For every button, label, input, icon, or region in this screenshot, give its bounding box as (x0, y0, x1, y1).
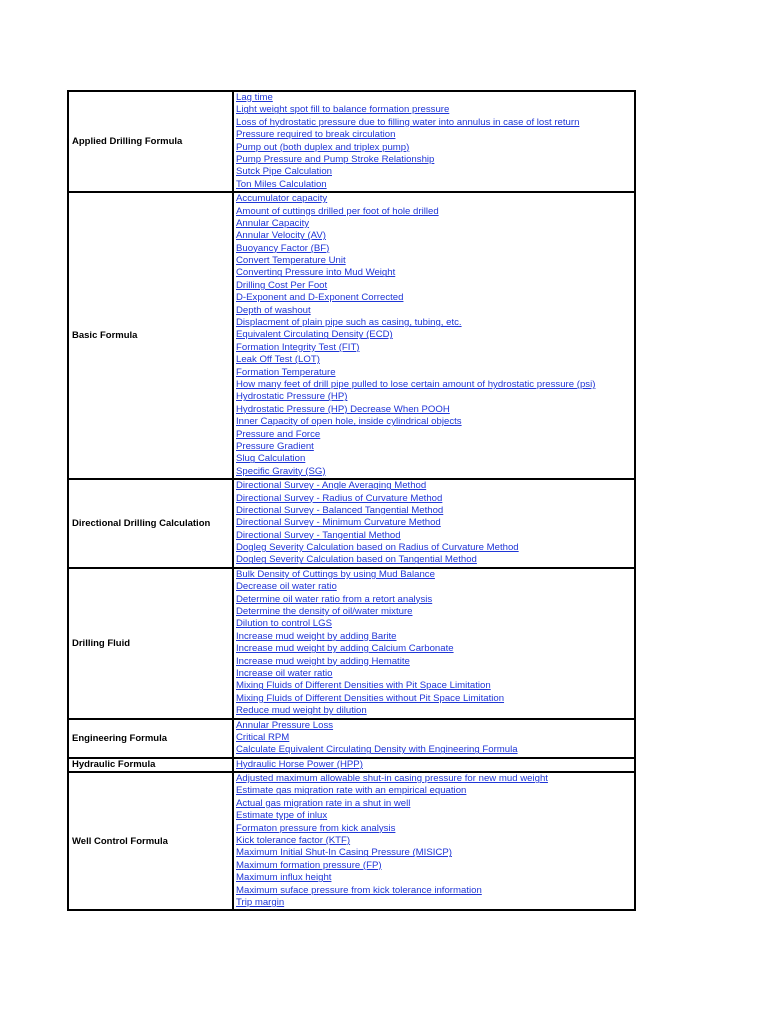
formula-link[interactable]: Estimate type of inlux (236, 810, 328, 822)
formula-link[interactable]: Directional Survey - Balanced Tangential Method (236, 504, 444, 516)
formula-link[interactable]: Formation Integrity Test (FIT) (236, 341, 360, 353)
formula-link[interactable]: Determine the density of oil/water mixture (236, 606, 413, 618)
link-list (233, 91, 635, 192)
formula-link[interactable]: Ton Miles Calculation (236, 178, 327, 190)
category-label: Hydraulic Formula (68, 758, 233, 772)
formula-link[interactable]: Loss of hydrostatic pressure due to filling water into annulus in case of lost return (236, 116, 580, 128)
formula-link[interactable]: Drilling Cost Per Foot (236, 279, 328, 291)
formula-link[interactable]: Accumulator capacity (236, 193, 328, 205)
formula-link[interactable]: Actual gas migration rate in a shut in well (236, 797, 411, 809)
formula-link[interactable]: Sutck Pipe Calculation (236, 166, 332, 178)
formula-link[interactable]: Dogleg Severity Calculation based on Tangential Method (236, 554, 477, 566)
formula-link[interactable]: Reduce mud weight by dilution (236, 705, 367, 717)
formula-link[interactable]: Pressure required to break circulation (236, 129, 396, 141)
formula-link[interactable]: Estimate gas migration rate with an empirical equation (236, 785, 467, 797)
category-label: Basic Formula (68, 192, 233, 479)
formula-link[interactable]: Adjusted maximum allowable shut-in casing pressure for new mud weight (236, 773, 548, 785)
category-label: Drilling Fluid (68, 568, 233, 719)
formula-link[interactable]: D-Exponent and D-Exponent Corrected (236, 292, 404, 304)
formula-link[interactable]: Pump Pressure and Pump Stroke Relationship (236, 153, 435, 165)
formula-link[interactable]: Converting Pressure into Mud Weight (236, 267, 396, 279)
formula-link[interactable]: Increase mud weight by adding Barite (236, 630, 397, 642)
formula-link[interactable]: Maximum formation pressure (FP) (236, 859, 382, 871)
formula-link[interactable]: Dogleg Severity Calculation based on Radius of Curvature Method (236, 542, 519, 554)
table-row (68, 758, 635, 772)
formula-link[interactable]: Mixing Fluids of Different Densities with Pit Space Limitation (236, 680, 491, 692)
formula-link[interactable]: Light weight spot fill to balance formation pressure (236, 104, 450, 116)
formula-link[interactable]: Equivalent Circulating Density (ECD) (236, 329, 393, 341)
link-list (233, 758, 635, 772)
table-row (68, 192, 635, 479)
formula-link[interactable]: Annular Velocity (AV) (236, 230, 326, 242)
formula-link[interactable]: Formation Temperature (236, 366, 336, 378)
formula-link[interactable]: Slug Calculation (236, 453, 306, 465)
formula-link[interactable]: Maximum suface pressure from kick tolerance information (236, 884, 482, 896)
formula-link[interactable]: Mixing Fluids of Different Densities without Pit Space Limitation (236, 692, 505, 704)
formula-link[interactable]: Pump out (both duplex and triplex pump) (236, 141, 410, 153)
formula-link[interactable]: Bulk Density of Cuttings by using Mud Balance (236, 568, 435, 580)
formula-link[interactable]: Increase mud weight by adding Hematite (236, 655, 410, 667)
link-list (233, 192, 635, 479)
link-list (233, 479, 635, 568)
link-list (233, 568, 635, 719)
formula-table (67, 90, 636, 911)
formula-link[interactable]: Critical RPM (236, 731, 290, 743)
formula-link[interactable]: Convert Temperature Unit (236, 255, 346, 267)
formula-link[interactable]: Directional Survey - Radius of Curvature Method (236, 492, 443, 504)
formula-link[interactable]: Buoyancy Factor (BF) (236, 242, 330, 254)
formula-link[interactable]: Lag time (236, 92, 273, 103)
formula-link[interactable]: Formaton pressure from kick analysis (236, 822, 396, 834)
formula-link[interactable]: Displacment of plain pipe such as casing, tubing, etc. (236, 317, 462, 329)
table-row (68, 719, 635, 758)
formula-link[interactable]: Leak Off Test (LOT) (236, 354, 320, 366)
formula-link[interactable]: Annular Pressure Loss (236, 719, 334, 731)
formula-link[interactable]: Kick tolerance factor (KTF) (236, 835, 351, 847)
formula-link[interactable]: Specific Gravity (SG) (236, 465, 326, 477)
category-label: Applied Drilling Formula (68, 91, 233, 192)
category-label: Directional Drilling Calculation (68, 479, 233, 568)
category-label: Well Control Formula (68, 772, 233, 910)
formula-link[interactable]: How many feet of drill pipe pulled to lose certain amount of hydrostatic pressure (psi) (236, 378, 596, 390)
formula-link[interactable]: Calculate Equivalent Circulating Density with Engineering Formula (236, 744, 518, 756)
table-row (68, 91, 635, 192)
formula-link[interactable]: Inner Capacity of open hole, inside cylindrical objects (236, 416, 462, 428)
formula-link[interactable]: Directional Survey - Tangential Method (236, 529, 401, 541)
link-list (233, 772, 635, 910)
formula-link[interactable]: Increase mud weight by adding Calcium Carbonate (236, 643, 454, 655)
formula-link[interactable]: Pressure and Force (236, 428, 321, 440)
formula-link[interactable]: Trip margin (236, 897, 285, 908)
formula-link[interactable]: Hydrostatic Pressure (HP) (236, 391, 348, 403)
formula-link[interactable]: Maximum influx height (236, 872, 332, 884)
formula-link[interactable]: Directional Survey - Minimum Curvature Method (236, 517, 441, 529)
table-row (68, 772, 635, 910)
formula-link[interactable]: Depth of washout (236, 304, 311, 316)
category-label: Engineering Formula (68, 719, 233, 758)
table-row (68, 568, 635, 719)
formula-link[interactable]: Directional Survey - Angle Averaging Method (236, 480, 427, 492)
formula-link[interactable]: Increase oil water ratio (236, 667, 333, 679)
link-list (233, 719, 635, 758)
formula-link[interactable]: Pressure Gradient (236, 440, 314, 452)
formula-link[interactable]: Hydrostatic Pressure (HP) Decrease When POOH (236, 403, 450, 415)
formula-link[interactable]: Decrease oil water ratio (236, 581, 337, 593)
table-row (68, 479, 635, 568)
formula-link[interactable]: Dilution to control LGS (236, 618, 332, 630)
formula-link[interactable]: Maximum Initial Shut-In Casing Pressure (MISICP) (236, 847, 452, 859)
formula-link[interactable]: Annular Capacity (236, 217, 310, 229)
formula-link[interactable]: Amount of cuttings drilled per foot of hole drilled (236, 205, 439, 217)
formula-link[interactable]: Hydraulic Horse Power (HPP) (236, 758, 363, 770)
formula-link[interactable]: Determine oil water ratio from a retort analysis (236, 593, 433, 605)
